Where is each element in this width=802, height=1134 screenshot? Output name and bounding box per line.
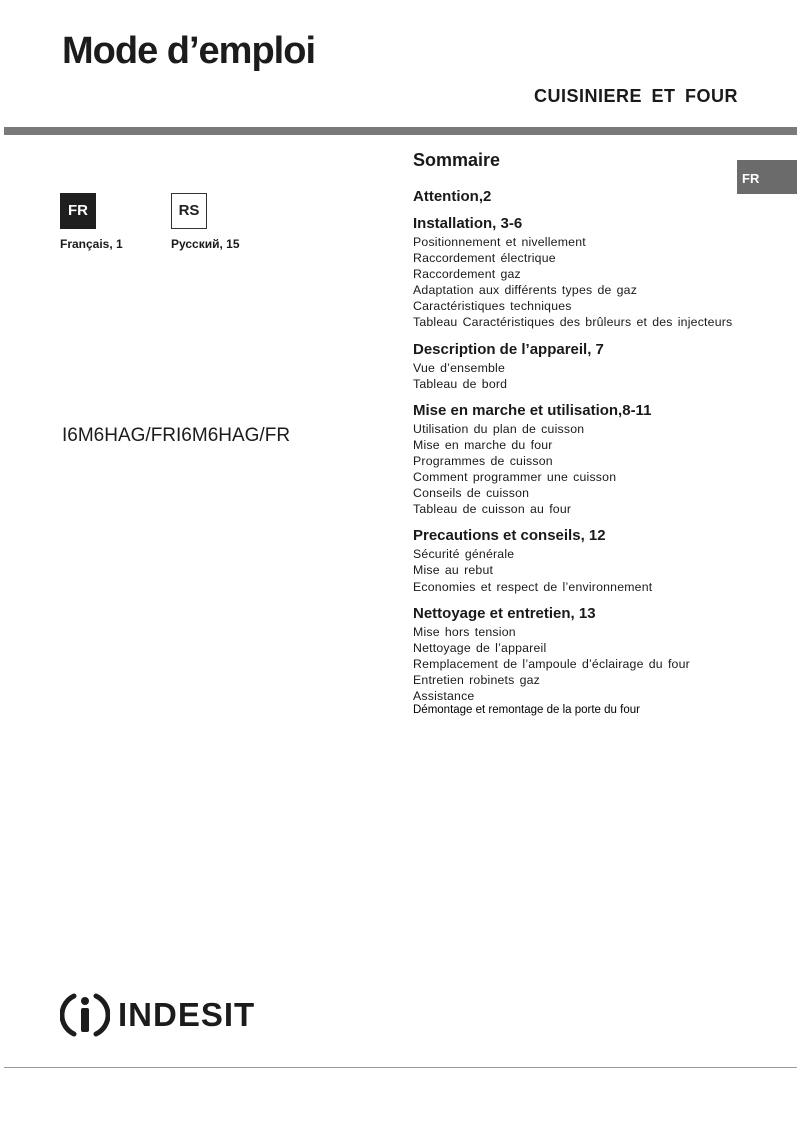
- top-divider: [4, 127, 797, 135]
- toc-item: Caractéristiques techniques: [413, 299, 572, 314]
- toc-section: [413, 341, 743, 392]
- language-badge-rs: RS: [171, 193, 207, 229]
- toc-item: Assistance: [413, 688, 475, 703]
- toc-item: Tableau de cuisson au four: [413, 502, 572, 517]
- toc-item: Tableau Caractéristiques des brûleurs et des injecteurs: [413, 315, 733, 330]
- toc-item: Comment programmer une cuisson: [413, 470, 617, 485]
- toc-item: Raccordement gaz: [413, 267, 521, 282]
- bottom-divider: [4, 1067, 797, 1068]
- toc-section-heading: Nettoyage et entretien, 13: [413, 604, 596, 622]
- brand-name: INDESIT: [118, 996, 256, 1033]
- toc-item: Remplacement de l’ampoule d’éclairage du four: [413, 656, 690, 671]
- toc-item: Nettoyage de l’appareil: [413, 640, 547, 655]
- toc-item: Sécurité générale: [413, 547, 515, 562]
- toc-item: Entretien robinets gaz: [413, 672, 541, 687]
- toc-section: [413, 605, 743, 717]
- language-side-tab: FR: [737, 160, 797, 194]
- product-subtitle: CUISINIERE ET FOUR: [533, 86, 738, 106]
- model-number: I6M6HAG/FRI6M6HAG/FR: [62, 425, 291, 446]
- brand-logo: [60, 990, 255, 1040]
- toc-section: [413, 527, 743, 594]
- indesit-logo-icon: [60, 990, 110, 1040]
- language-label-fr: Français, 1: [60, 237, 123, 251]
- toc-section: [413, 188, 743, 205]
- toc-item: Raccordement électrique: [413, 251, 556, 266]
- toc-item: Positionnement et nivellement: [413, 235, 586, 249]
- table-of-contents: [413, 150, 743, 727]
- toc-title: Sommaire: [413, 150, 501, 170]
- toc-item: Mise en marche du four: [413, 437, 553, 452]
- toc-sections: [413, 188, 743, 717]
- language-badge-fr: FR: [60, 193, 96, 229]
- toc-item: Programmes de cuisson: [413, 453, 553, 468]
- toc-item: Utilisation du plan de cuisson: [413, 421, 585, 436]
- toc-section-heading: Mise en marche et utilisation,8-11: [413, 401, 652, 419]
- toc-section-heading: Precautions et conseils, 12: [413, 527, 606, 545]
- toc-section-heading: Installation, 3-6: [413, 215, 523, 232]
- language-label-rs: Русский, 15: [171, 237, 240, 251]
- toc-item: Adaptation aux différents types de gaz: [413, 283, 638, 298]
- toc-item: Conseils de cuisson: [413, 486, 530, 501]
- toc-section: [413, 215, 743, 331]
- toc-item: Economies et respect de l’environnement: [413, 579, 653, 594]
- toc-section-heading: Description de l’appareil, 7: [413, 340, 604, 358]
- toc-item: Tableau de bord: [413, 376, 508, 391]
- toc-item: Vue d’ensemble: [413, 360, 506, 375]
- toc-item: Mise au rebut: [413, 563, 494, 578]
- toc-item: Mise hors tension: [413, 624, 516, 639]
- toc-section-heading: Attention,2: [413, 188, 492, 205]
- page-title: Mode d’emploi: [62, 30, 315, 72]
- toc-section: [413, 402, 743, 518]
- toc-item: Démontage et remontage de la porte du four: [413, 704, 640, 717]
